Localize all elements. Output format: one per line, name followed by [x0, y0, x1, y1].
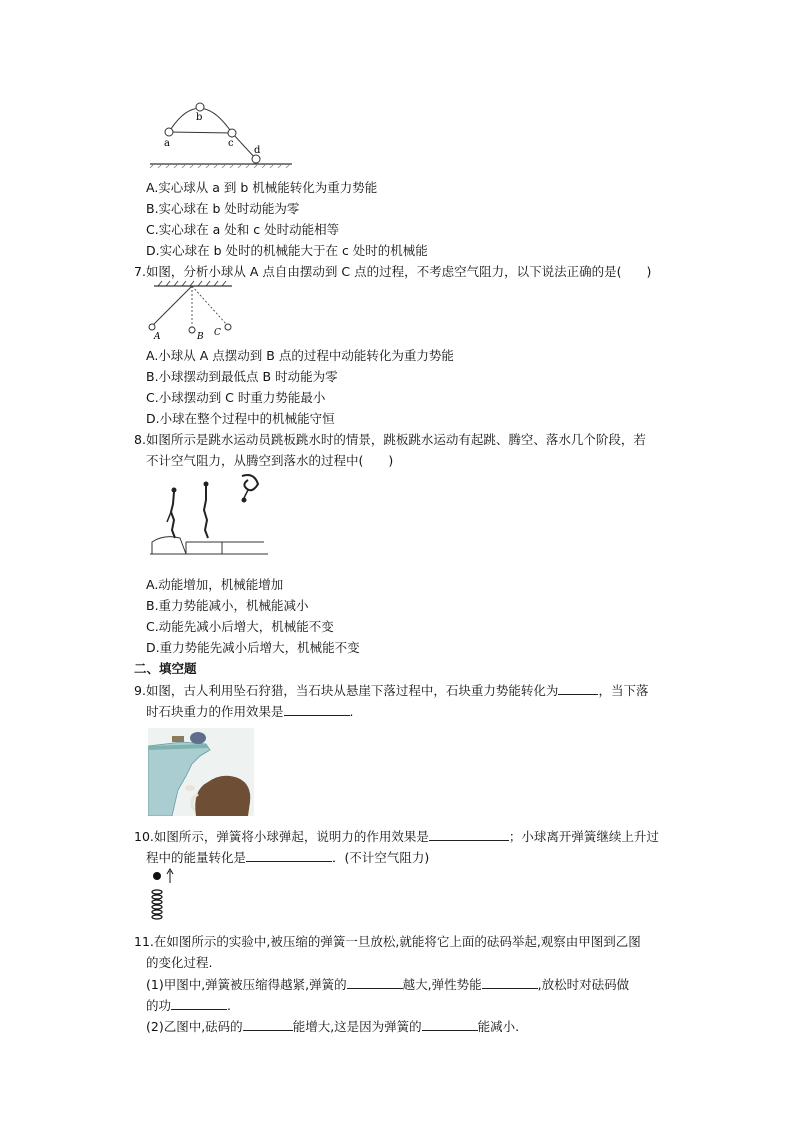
pendulum-figure: [144, 280, 240, 342]
q7-stem: 7.如图，分析小球从 A 点自由摆动到 C 点的过程，不考虑空气阻力，以下说法正确的是( ): [134, 264, 652, 279]
section-heading: 二、填空题: [134, 661, 197, 676]
label-d: d: [254, 145, 261, 156]
q10-blank-2[interactable]: [246, 847, 332, 862]
label-a: a: [164, 138, 170, 149]
label-C: C: [214, 328, 221, 338]
q11-text-1: (1)甲图中,弹簧被压缩得越紧,弹簧的: [146, 977, 347, 992]
q11-blank-2[interactable]: [482, 974, 538, 989]
q11-part1-line2: [146, 995, 231, 1016]
q8-option-b: B.重力势能减小，机械能减小: [146, 598, 309, 613]
q9-text-2: ，当下落: [598, 683, 649, 698]
q8-stem-line2: 不计空气阻力，从腾空到落水的过程中( ): [146, 453, 394, 468]
q11-part2: [146, 1016, 519, 1037]
q11-line1: 11.在如图所示的实验中,被压缩的弹簧一旦放松,就能将它上面的砝码举起,观察由甲图到乙图: [134, 934, 641, 949]
q9-line2: [146, 701, 354, 722]
q11-part1-line1: [146, 974, 629, 995]
q7-option-b: B.小球摆动到最低点 B 时动能为零: [146, 369, 338, 384]
q6-option-c: C.实心球在 a 处和 c 处时动能相等: [146, 222, 340, 237]
q9-line1: [134, 680, 648, 701]
q11-text-6: (2)乙图中,砝码的: [146, 1019, 243, 1034]
label-A: A: [154, 332, 161, 342]
q11-line2: 的变化过程.: [146, 955, 213, 970]
q10-line1: [134, 826, 659, 847]
q10-text-1: 10.如图所示，弹簧将小球弹起，说明力的作用效果是: [134, 829, 429, 844]
label-B: B: [197, 332, 204, 342]
cliff-hunting-figure: [148, 728, 254, 816]
q10-blank-1[interactable]: [429, 826, 509, 841]
q7-option-a: A.小球从 A 点摆动到 B 点的过程中动能转化为重力势能: [146, 348, 454, 363]
q8-option-a: A.动能增加，机械能增加: [146, 577, 284, 592]
label-c: c: [228, 138, 234, 149]
q9-text-4: .: [349, 704, 354, 719]
q11-text-8: 能减小.: [477, 1019, 520, 1034]
q7-option-c: C.小球摆动到 C 时重力势能最小: [146, 390, 326, 405]
spring-ball-figure: [146, 866, 180, 924]
diving-figure: [150, 470, 270, 556]
q10-line2: [146, 847, 429, 868]
trajectory-figure: [146, 98, 296, 170]
q11-text-5: .: [227, 998, 231, 1013]
q8-option-c: C.动能先减小后增大，机械能不变: [146, 619, 334, 634]
q9-text-3: 时石块重力的作用效果是: [146, 704, 284, 719]
q11-text-2: 越大,弹性势能: [402, 977, 482, 992]
q11-blank-4[interactable]: [243, 1016, 293, 1031]
q9-text-1: 9.如图，古人利用坠石狩猎，当石块从悬崖下落过程中，石块重力势能转化为: [134, 683, 559, 698]
q10-text-3: 程中的能量转化是: [146, 850, 247, 865]
q10-text-2: ；小球离开弹簧继续上升过: [508, 829, 659, 844]
q7-option-d: D.小球在整个过程中的机械能守恒: [146, 411, 335, 426]
q11-blank-1[interactable]: [347, 974, 403, 989]
label-b: b: [196, 112, 203, 123]
q6-option-a: A.实心球从 a 到 b 机械能转化为重力势能: [146, 180, 378, 195]
q11-blank-3[interactable]: [171, 995, 227, 1010]
q9-blank-2[interactable]: [284, 701, 350, 716]
q10-text-4: ．(不计空气阻力): [332, 850, 430, 865]
q11-text-4: 的功: [146, 998, 172, 1013]
q6-option-b: B.实心球在 b 处时动能为零: [146, 201, 300, 216]
q11-text-7: 能增大,这是因为弹簧的: [292, 1019, 422, 1034]
q9-blank-1[interactable]: [558, 680, 598, 695]
q11-blank-5[interactable]: [422, 1016, 478, 1031]
q8-option-d: D.重力势能先减小后增大，机械能不变: [146, 640, 360, 655]
q6-option-d: D.实心球在 b 处时的机械能大于在 c 处时的机械能: [146, 243, 428, 258]
q8-stem-line1: 8.如图所示是跳水运动员跳板跳水时的情景，跳板跳水运动有起跳、腾空、落水几个阶段，若: [134, 432, 646, 447]
q11-text-3: ,放松时对砝码做: [537, 977, 630, 992]
